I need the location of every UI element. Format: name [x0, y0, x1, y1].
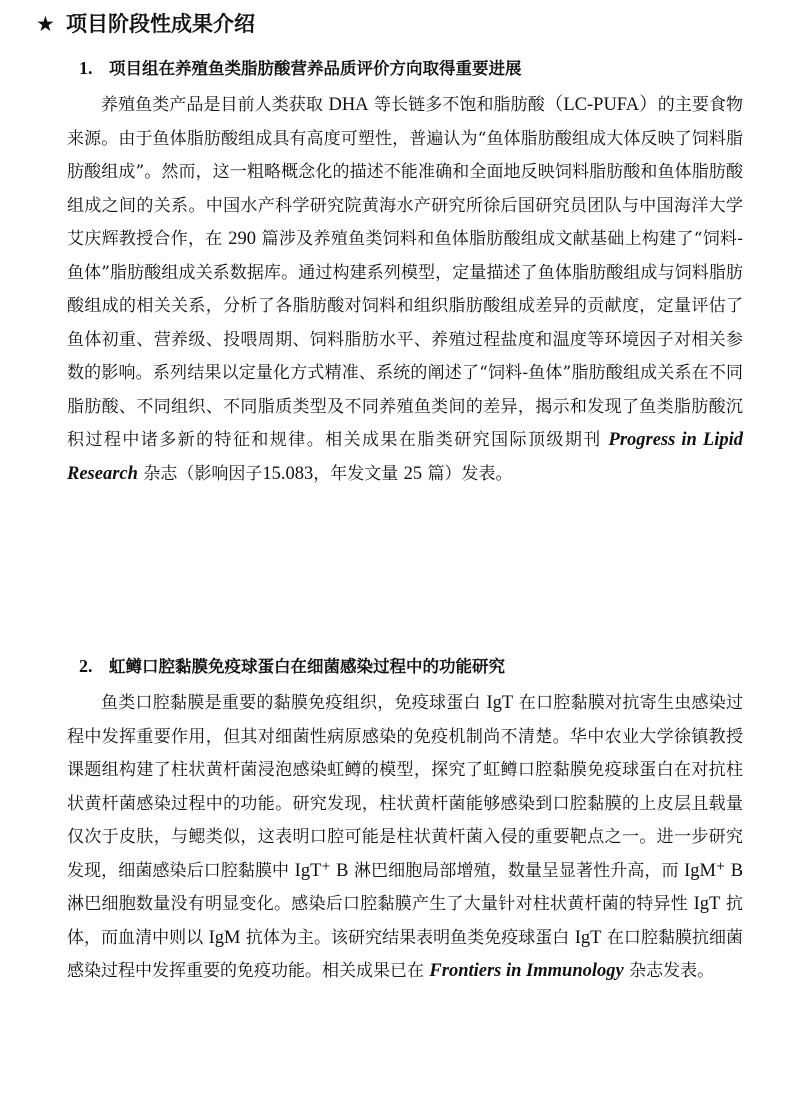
text-run: IgM — [684, 860, 716, 881]
text-run: 25 — [403, 463, 423, 484]
text-run: DHA — [328, 95, 369, 115]
item-2-number: 2. — [79, 656, 93, 676]
text-run: 在口腔黏膜抗细菌感染过程中发挥重要的免疫功能。相关成果已在 — [67, 927, 744, 981]
star-icon: ★ — [36, 12, 55, 36]
text-run: 290 — [228, 229, 256, 249]
item-1-paragraph — [67, 89, 743, 491]
item-1-heading — [79, 50, 769, 86]
journal-name: Frontiers in Immunology — [429, 961, 624, 981]
item-1-heading-text: 项目组在养殖鱼类脂肪酸营养品质评价方向取得重要进展 — [109, 59, 522, 78]
text-run: （LC-PUFA） — [544, 95, 658, 115]
text-run: B — [730, 860, 744, 881]
text-run: 鱼类口腔黏膜是重要的黏膜免疫组织，免疫球蛋白 — [101, 693, 481, 713]
text-run: 15.083 — [262, 463, 314, 484]
text-run: 杂志（影响因子 — [143, 463, 263, 484]
text-run: IgT — [486, 693, 514, 713]
text-run: 养殖鱼类产品是目前人类获取 — [101, 95, 323, 115]
text-run: IgT — [574, 927, 602, 948]
text-run: 在口腔黏膜对抗寄生虫感染过程中发挥重要作用，但其对细菌性病原感染的免疫机制尚不清楚。华中农业大学徐镇教授课题组构建了柱状黄杆菌浸泡感染虹鳟的模型，探究了虹鳟口腔黏膜免疫球蛋白在对抗柱状黄杆菌感染过程中的功能。研究发现，柱状黄杆菌能够感染到口腔黏膜的上皮层且载量仅次于皮肤，与鳃类似，这表明口腔可能是柱状黄杆菌入侵的重要靶点之一。进一步研究发现，细菌感染后口腔黏膜中 — [67, 693, 744, 881]
text-run: 杂志发表。 — [629, 961, 715, 981]
section-title — [36, 4, 756, 44]
text-run: B — [336, 860, 349, 881]
text-run: IgM — [208, 927, 241, 948]
section-title-text: 项目阶段性成果介绍 — [66, 12, 255, 36]
text-run: 等长链多不饱和脂肪酸 — [374, 95, 545, 115]
text-run: IgT — [693, 894, 721, 914]
item-2-paragraph — [67, 687, 743, 989]
text-run: 淋巴细胞局部增殖，数量呈显著性升高，而 — [353, 860, 679, 881]
item-2-heading — [79, 648, 769, 684]
item-2-heading-text: 虹鳟口腔黏膜免疫球蛋白在细菌感染过程中的功能研究 — [109, 657, 505, 676]
superscript: + — [321, 858, 331, 872]
text-run: 篇涉及养殖鱼类饲料和鱼体脂肪酸组成文献基础上构建了“饲料-鱼体”脂肪酸组成关系数据库。通过构建系列模型，定量描述了鱼体脂肪酸组成与饲料脂肪酸组成的相关关系，分析了各脂肪酸对饲料和组织脂肪酸组成差异的贡献度，定量评估了鱼体初重、营养级、投喂周期、饲料脂肪水平、养殖过程盐度和温度等环境因子对相关参数的影响。系列结果以定量化方式精准、系统的阐述了“饲料-鱼体”脂肪酸组成关系在不同脂肪酸、不同组织、不同脂质类型及不同养殖鱼类间的差异，揭示和发现了鱼类脂肪酸沉积过程中诸多新的特征和规律。相关成果在脂类研究国际顶级期刊 — [67, 229, 744, 450]
text-run: 抗体为主。该研究结果表明鱼类免疫球蛋白 — [245, 927, 570, 948]
text-run: 淋巴细胞数量没有明显变化。感染后口腔黏膜产生了大量针对柱状黄杆菌的特异性 — [67, 894, 688, 914]
text-run: 抗体，而血清中则以 — [67, 894, 743, 948]
text-run: IgT — [294, 860, 322, 881]
text-run: 篇）发表。 — [427, 463, 513, 484]
text-run: 的主要食物来源。由于鱼体脂肪酸组成具有高度可塑性，普遍认为“鱼体脂肪酸组成大体反映了饲料脂肪酸组成”。然而，这一粗略概念化的描述不能准确和全面地反映饲料脂肪酸和鱼体脂肪酸组成之间的关系。中国水产科学研究院黄海水产研究所徐后国研究员团队与中国海洋大学艾庆辉教授合作，在 — [67, 95, 744, 249]
superscript: + — [715, 858, 726, 872]
item-1-number: 1. — [79, 58, 93, 78]
text-run: ，年发文量 — [313, 463, 399, 484]
journal-name: Progress in Lipid Research — [67, 430, 743, 484]
